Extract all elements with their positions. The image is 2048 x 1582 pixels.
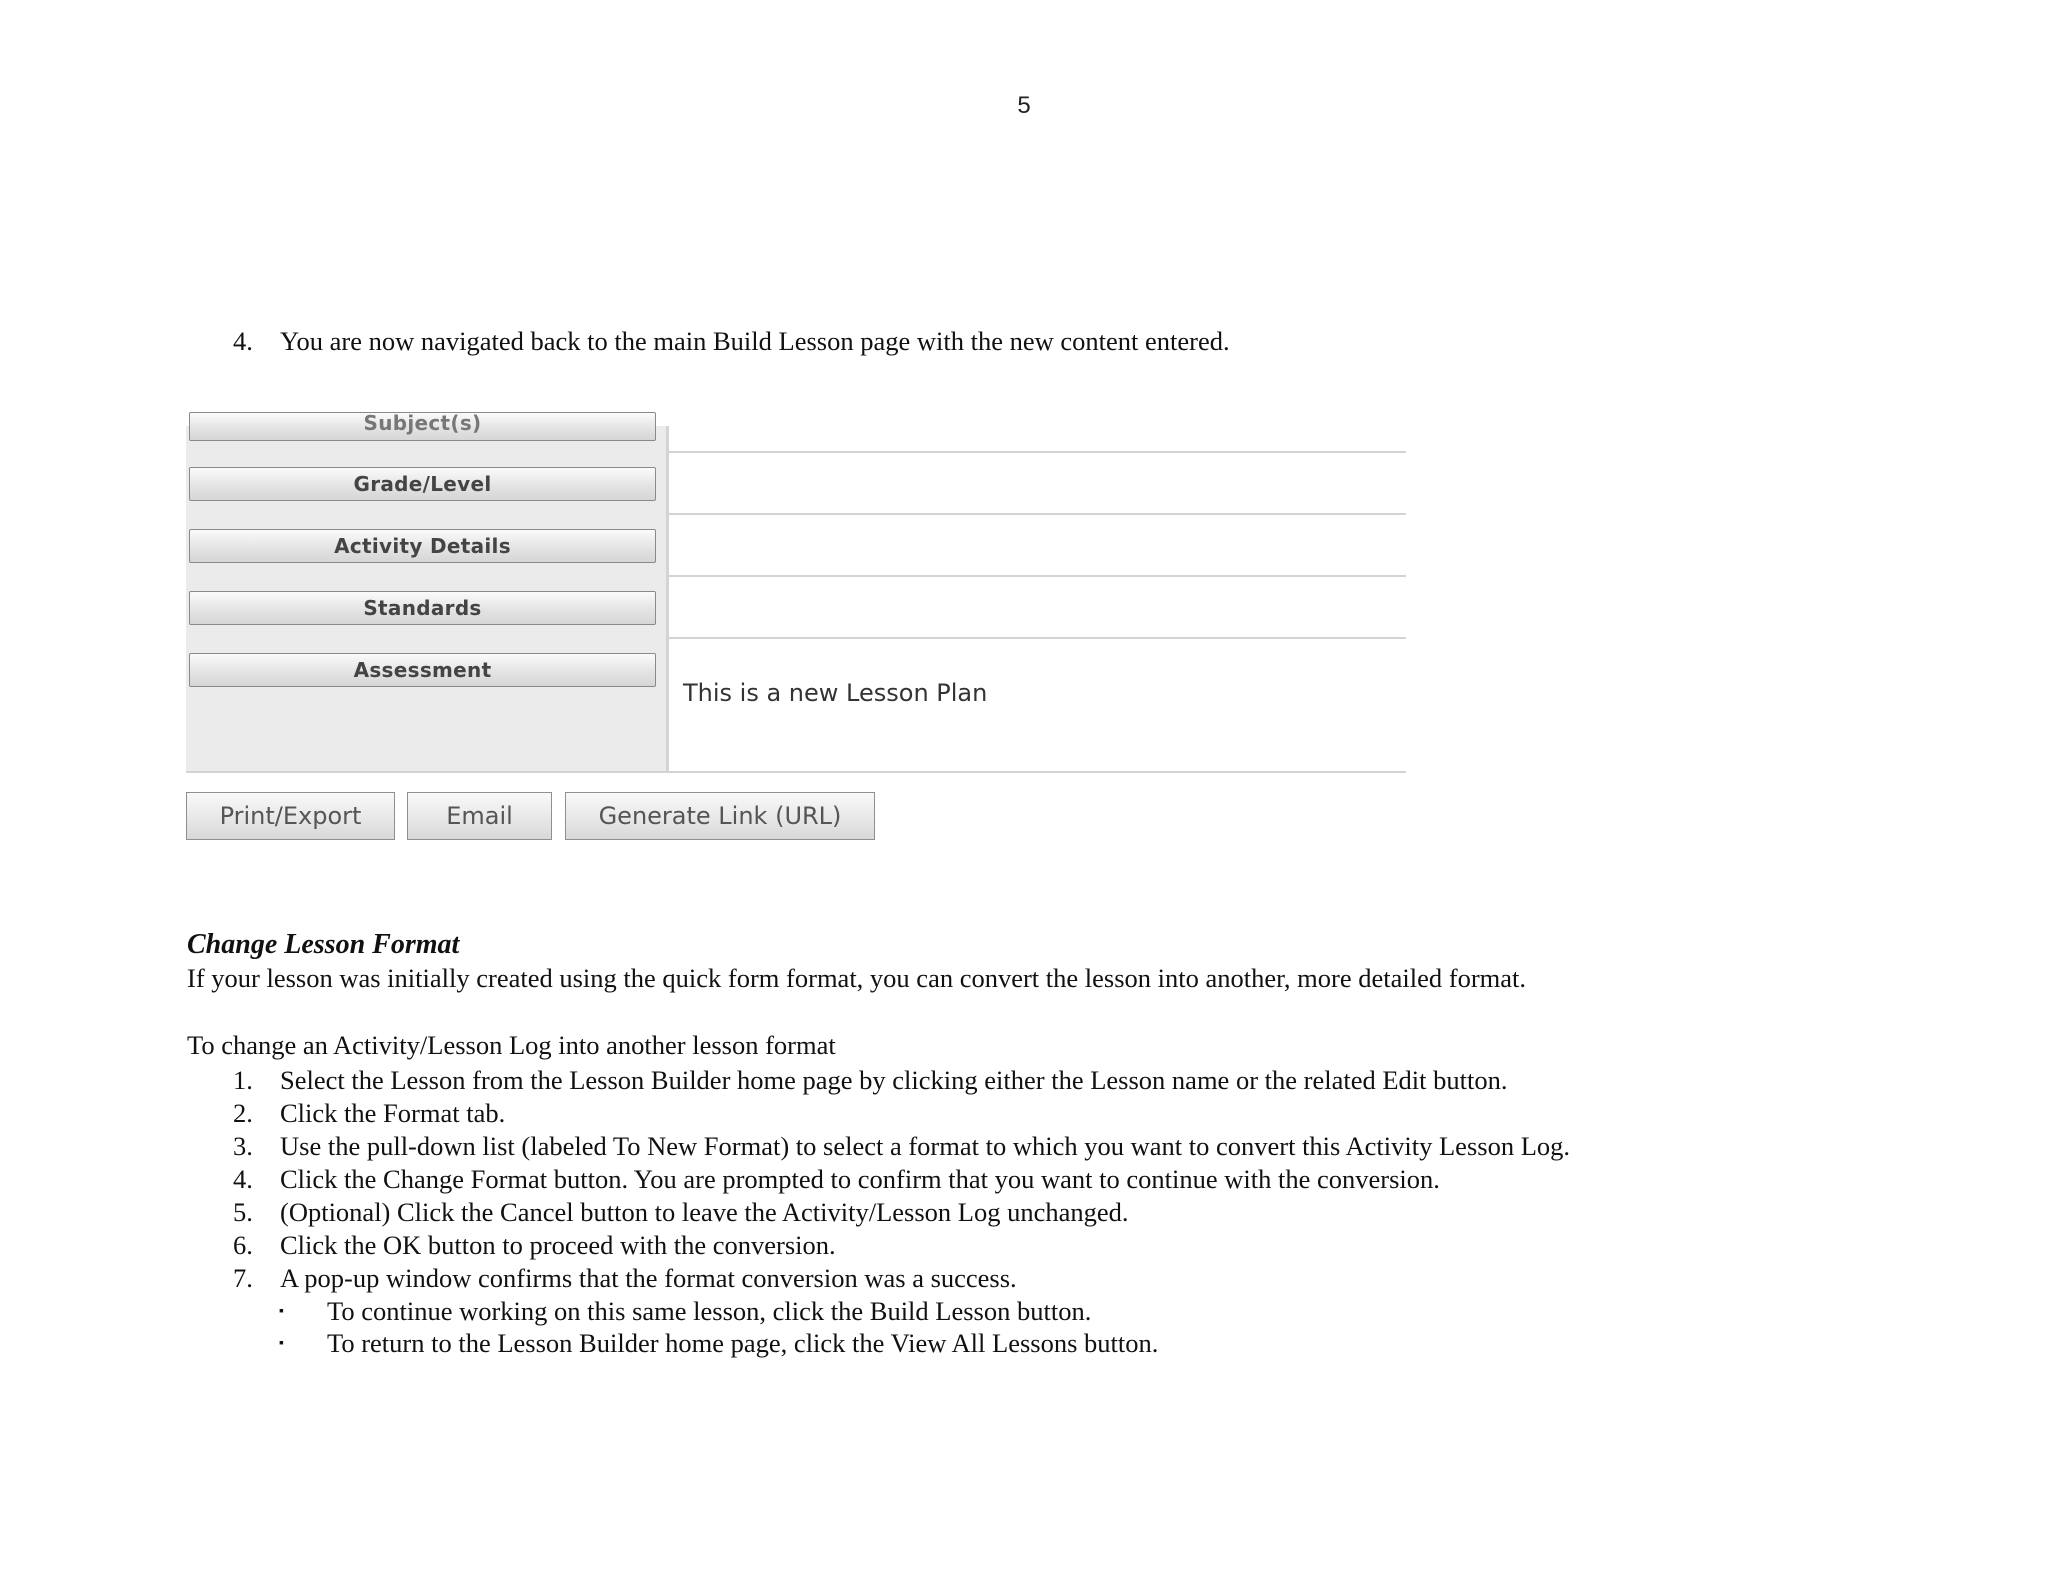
square-bullet-icon: ▪	[279, 1304, 284, 1319]
step-number: 5.	[233, 1197, 253, 1227]
step-number: 2.	[233, 1098, 253, 1128]
step-text: A pop-up window confirms that the format conversion was a success.	[280, 1263, 1017, 1293]
step-text: You are now navigated back to the main Build Lesson page with the new content entered.	[280, 326, 1230, 356]
step-number: 4.	[233, 1164, 253, 1194]
sub-bullet-text: To continue working on this same lesson, click the Build Lesson button.	[327, 1296, 1092, 1326]
lead-paragraph: To change an Activity/Lesson Log into another lesson format	[187, 1030, 836, 1060]
step-text: Click the Change Format button. You are prompted to confirm that you want to continue with the conversion.	[280, 1164, 1440, 1194]
lesson-builder-screenshot	[186, 412, 1406, 846]
row-divider	[669, 637, 1406, 639]
standards-button[interactable]: Standards	[189, 591, 656, 625]
step-number: 7.	[233, 1263, 253, 1293]
row-divider	[669, 513, 1406, 515]
step-text: Use the pull-down list (labeled To New Format) to select a format to which you want to convert this Activity Lesson Log.	[280, 1131, 1571, 1161]
email-button[interactable]: Email	[407, 792, 552, 840]
page-number: 5	[1017, 92, 1031, 119]
assessment-content: This is a new Lesson Plan	[683, 679, 988, 707]
subjects-button[interactable]: Subject(s)	[189, 412, 656, 441]
step-number: 6.	[233, 1230, 253, 1260]
step-text: (Optional) Click the Cancel button to leave the Activity/Lesson Log unchanged.	[280, 1197, 1129, 1227]
assessment-button[interactable]: Assessment	[189, 653, 656, 687]
bottom-divider	[186, 771, 1406, 773]
intro-paragraph: If your lesson was initially created using the quick form format, you can convert the lesson into another, more detailed format.	[187, 963, 1527, 993]
step-number: 1.	[233, 1065, 253, 1095]
grade-level-button[interactable]: Grade/Level	[189, 467, 656, 501]
generate-link-button[interactable]: Generate Link (URL)	[565, 792, 875, 840]
row-divider	[669, 451, 1406, 453]
step-number: 3.	[233, 1131, 253, 1161]
step-text: Select the Lesson from the Lesson Builder home page by clicking either the Lesson name or the related Edit button.	[280, 1065, 1508, 1095]
print-export-button[interactable]: Print/Export	[186, 792, 395, 840]
section-content-column	[669, 426, 1406, 772]
step-number: 4.	[233, 326, 253, 356]
sub-bullet-text: To return to the Lesson Builder home page, click the View All Lessons button.	[327, 1328, 1159, 1358]
step-text: Click the Format tab.	[280, 1098, 506, 1128]
activity-details-button[interactable]: Activity Details	[189, 529, 656, 563]
square-bullet-icon: ▪	[279, 1336, 284, 1351]
row-divider	[669, 575, 1406, 577]
step-text: Click the OK button to proceed with the conversion.	[280, 1230, 836, 1260]
section-heading: Change Lesson Format	[187, 929, 460, 960]
